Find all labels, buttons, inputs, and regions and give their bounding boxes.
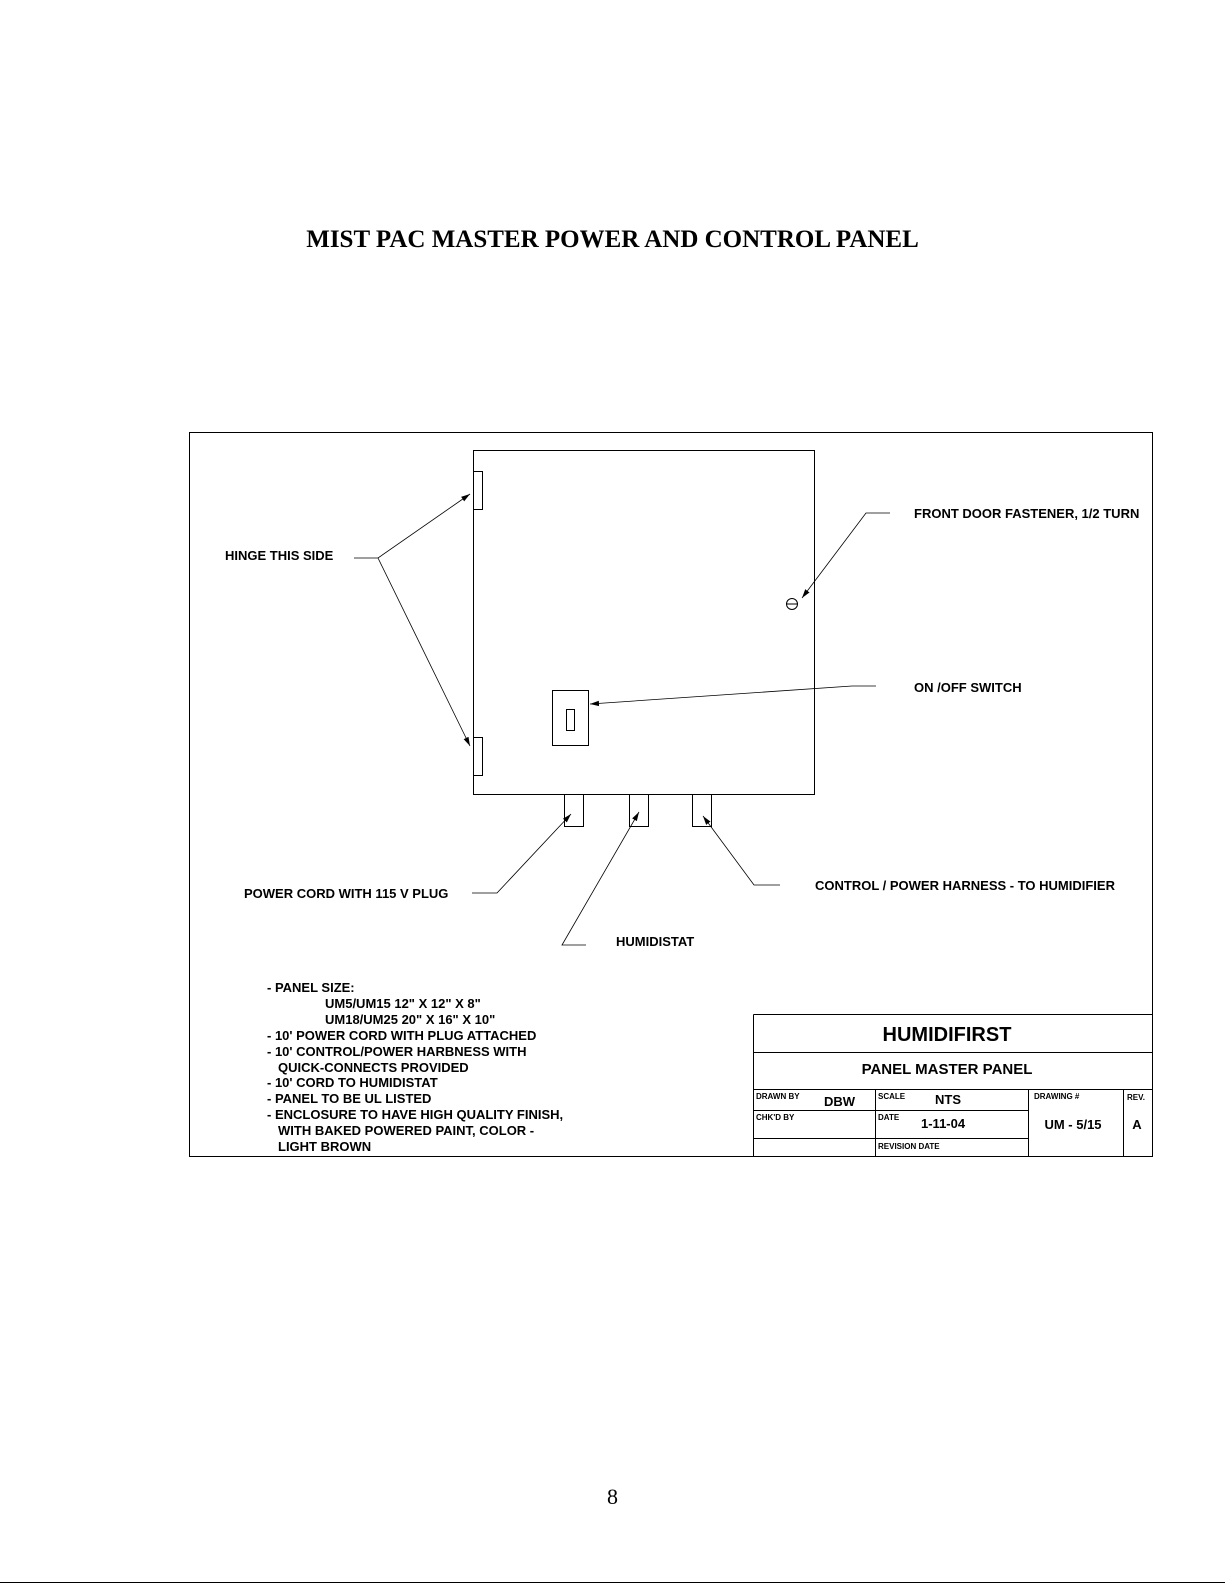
note-line: QUICK-CONNECTS PROVIDED — [278, 1060, 469, 1075]
power-cord-connector — [565, 795, 584, 827]
note-line: - ENCLOSURE TO HAVE HIGH QUALITY FINISH, — [267, 1107, 564, 1122]
drawn-by-value: DBW — [824, 1094, 856, 1109]
fastener-label: FRONT DOOR FASTENER, 1/2 TURN — [914, 506, 1140, 521]
revision-date-label: REVISION DATE — [878, 1142, 940, 1151]
leader-lines — [354, 494, 890, 945]
scale-value: NTS — [935, 1092, 961, 1107]
note-line: - PANEL SIZE: — [267, 980, 355, 995]
note-line: - 10' POWER CORD WITH PLUG ATTACHED — [267, 1028, 537, 1043]
lower-hinge — [474, 738, 483, 776]
harness-label: CONTROL / POWER HARNESS - TO HUMIDIFIER — [815, 878, 1115, 893]
upper-hinge — [474, 472, 483, 510]
drawing-title: PANEL MASTER PANEL — [861, 1061, 1033, 1078]
note-line: WITH BAKED POWERED PAINT, COLOR - — [278, 1123, 535, 1138]
drawing-number-value: UM - 5/15 — [1044, 1117, 1102, 1132]
humidistat-label: HUMIDISTAT — [616, 934, 695, 949]
humidistat-connector — [630, 795, 649, 827]
note-line: - PANEL TO BE UL LISTED — [267, 1091, 432, 1106]
date-value: 1-11-04 — [921, 1116, 966, 1131]
hinge-label: HINGE THIS SIDE — [225, 548, 334, 563]
drawn-by-label: DRAWN BY — [756, 1092, 800, 1101]
power-cord-label: POWER CORD WITH 115 V PLUG — [244, 886, 449, 901]
note-line: UM18/UM25 20" X 16" X 10" — [325, 1012, 496, 1027]
note-line: - 10' CORD TO HUMIDISTAT — [267, 1075, 438, 1090]
checked-by-label: CHK'D BY — [756, 1113, 795, 1122]
company-name: HUMIDIFIRST — [882, 1024, 1012, 1046]
scale-label: SCALE — [878, 1092, 906, 1101]
note-line: UM5/UM15 12" X 12" X 8" — [325, 996, 481, 1011]
switch-label: ON /OFF SWITCH — [914, 680, 1022, 695]
harness-connector — [693, 795, 712, 827]
page-title: MIST PAC MASTER POWER AND CONTROL PANEL — [306, 226, 919, 253]
note-line: - 10' CONTROL/POWER HARBNESS WITH — [267, 1044, 527, 1059]
drawing-number-label: DRAWING # — [1034, 1092, 1080, 1101]
page-number: 8 — [607, 1484, 618, 1509]
notes-block — [267, 980, 563, 1154]
rev-value: A — [1132, 1117, 1142, 1132]
rev-label: REV. — [1127, 1093, 1145, 1102]
bottom-rule — [0, 1582, 1225, 1583]
note-line: LIGHT BROWN — [278, 1139, 372, 1154]
enclosure-outline — [474, 451, 815, 795]
on-off-switch-icon — [553, 691, 589, 746]
date-label: DATE — [878, 1113, 900, 1122]
door-fastener-icon — [787, 599, 798, 610]
